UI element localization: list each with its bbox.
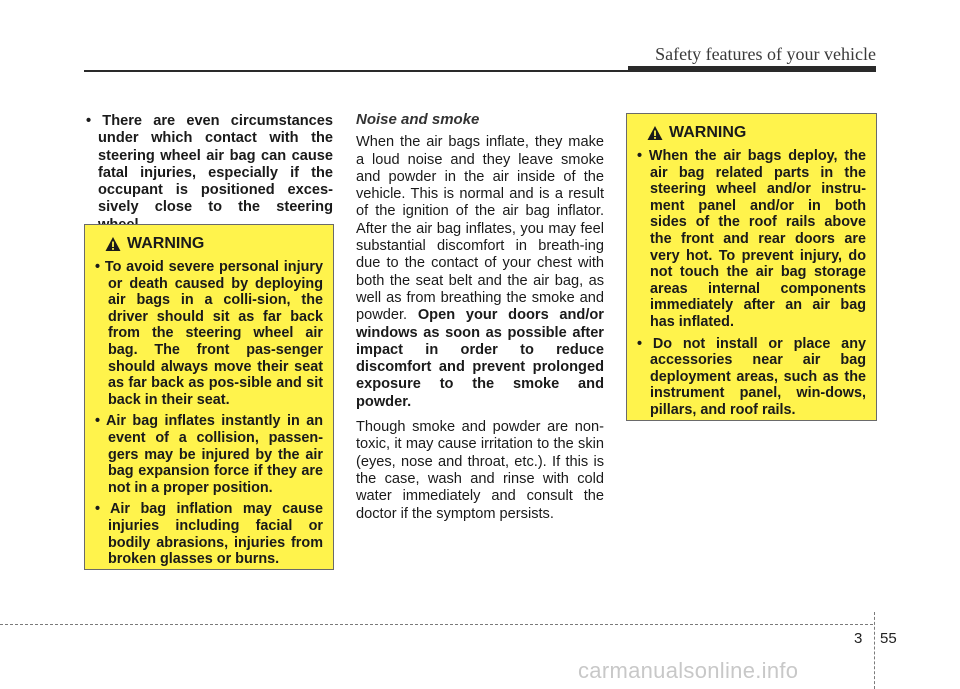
- warning-triangle-icon: [105, 236, 121, 252]
- warning-item: • Air bag inflates instantly in an event of a collision, passen-gers may be injured by the air bag expansion force if they are not in a proper position.: [95, 413, 323, 496]
- footer-rule: [0, 624, 873, 625]
- header-rule-accent: [628, 66, 876, 72]
- bold-instruction: Open your doors and/or windows as soon as possible after impact in order to reduce discomfort and prevent prolonged exposure to the smoke and powder.: [356, 307, 604, 410]
- warning-item: • To avoid severe personal injury or death caused by deploying air bags in a colli-sion, the driver should sit as far back from the steering wheel air bag. The front pas-senger should always move their seat as far back as pos-sible and sit back in their seat.: [95, 259, 323, 408]
- bullet-text: There are even circumstances under which contact with the steering wheel air bag can cause fatal injuries, especially if the occupant is positioned exces-sively close to the steering: [98, 113, 333, 216]
- warning-heading: [647, 124, 866, 142]
- paragraph: Though smoke and powder are non-toxic, it may cause irritation to the skin (eyes, nose and throat, etc.). If this is the case, wash and rinse with cold water immediately and consult the doctor if the symptom persists.: [356, 419, 604, 522]
- warning-title: WARNING: [127, 235, 205, 252]
- left-column: [86, 113, 333, 238]
- bullet-item: • There are even circumstances under which contact with the steering wheel air bag can cause fatal injuries, especially if the occupant is positioned exces-sively close to the steering: [86, 113, 333, 234]
- page-header-title: Safety features of your vehicle: [655, 44, 876, 64]
- warning-title: WARNING: [669, 124, 747, 141]
- warning-box-right: [626, 113, 877, 421]
- warning-item: • When the air bags deploy, the air bag related parts in the steering wheel and/or instru-ment panel and/or in both sides of the roof rails above the front and rear doors are very hot. To prevent injury, do not touch the air bag storage areas internal components immediately after an air bag has inflated.: [637, 148, 866, 330]
- middle-column: [356, 111, 604, 531]
- watermark: carmanualsonline.info: [578, 658, 799, 683]
- warning-box-left: [84, 224, 334, 570]
- chapter-number: 3: [854, 630, 863, 647]
- warning-item: • Air bag inflation may cause injuries including facial or bodily abrasions, injuries from broken glasses or burns.: [95, 501, 323, 568]
- footer-divider: [874, 612, 875, 689]
- warning-triangle-icon: [647, 125, 663, 141]
- warning-heading: [105, 235, 323, 253]
- paragraph: When the air bags inflate, they make a loud noise and they leave smoke and powder in the air inside of the vehicle. This is normal and is a result of the ignition of the air bag inflator. After the air bag inflates, you may feel substantial discomfort in breath-ing due to the contact of your chest with both the seat belt and the air bag, as well as from breathing the smoke and powder. Open your doors and/or windows as soon as possible after impact in order to reduce discomfort and prevent prolonged exposure to the smoke and powder.: [356, 134, 604, 410]
- section-heading: Noise and smoke: [356, 111, 480, 128]
- page-number: 55: [880, 630, 897, 647]
- warning-item: • Do not install or place any accessories near air bag deployment areas, such as the instrument panel, win-dows, pillars, and roof rails.: [637, 335, 866, 418]
